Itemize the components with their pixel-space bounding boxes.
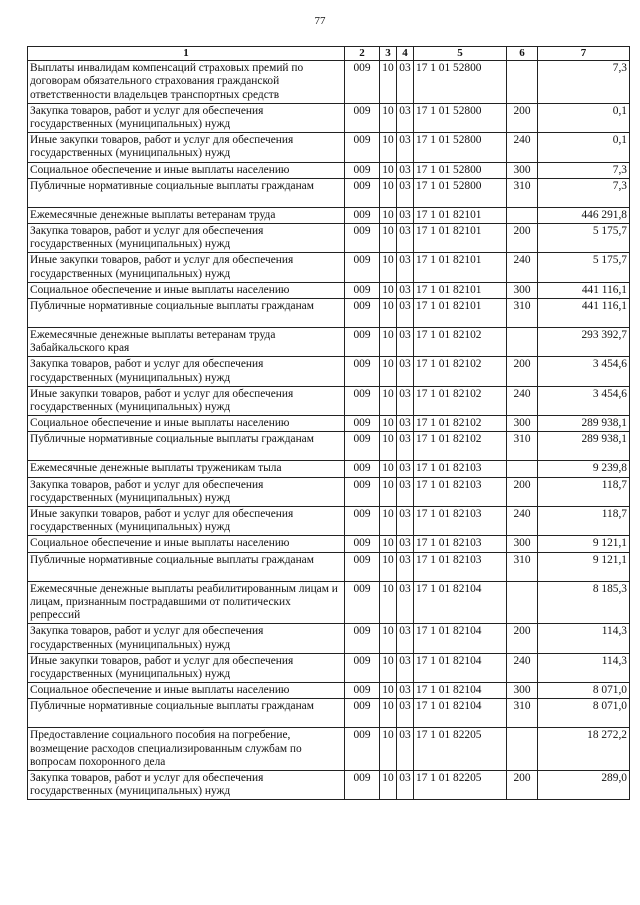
cell-gr: 009 xyxy=(345,162,380,178)
table-row xyxy=(28,299,630,328)
cell-pr: 03 xyxy=(397,282,414,298)
cell-gr: 009 xyxy=(345,507,380,536)
cell-rz: 10 xyxy=(380,432,397,461)
cell-csr: 17 1 01 52800 xyxy=(414,133,507,162)
cell-rz: 10 xyxy=(380,416,397,432)
cell-gr: 009 xyxy=(345,552,380,581)
table-row xyxy=(28,770,630,799)
cell-rz: 10 xyxy=(380,224,397,253)
cell-csr: 17 1 01 52800 xyxy=(414,162,507,178)
cell-name: Социальное обеспечение и иные выплаты населению xyxy=(28,282,345,298)
table-body xyxy=(28,61,630,800)
cell-rz: 10 xyxy=(380,162,397,178)
cell-csr: 17 1 01 82102 xyxy=(414,432,507,461)
cell-sum: 441 116,1 xyxy=(538,299,630,328)
cell-name: Социальное обеспечение и иные выплаты населению xyxy=(28,162,345,178)
cell-pr: 03 xyxy=(397,477,414,506)
table-row xyxy=(28,581,630,624)
cell-rz: 10 xyxy=(380,536,397,552)
cell-vr: 200 xyxy=(507,224,538,253)
cell-vr: 310 xyxy=(507,699,538,728)
cell-vr: 200 xyxy=(507,624,538,653)
cell-csr: 17 1 01 82104 xyxy=(414,653,507,682)
cell-rz: 10 xyxy=(380,552,397,581)
cell-vr: 300 xyxy=(507,683,538,699)
cell-csr: 17 1 01 82103 xyxy=(414,477,507,506)
cell-name: Выплаты инвалидам компенсаций страховых премий по договорам обязательного страхования гражданской ответственности владельцев транспортных средств xyxy=(28,61,345,104)
cell-sum: 7,3 xyxy=(538,178,630,207)
table-row xyxy=(28,552,630,581)
cell-gr: 009 xyxy=(345,683,380,699)
cell-vr: 240 xyxy=(507,507,538,536)
cell-rz: 10 xyxy=(380,683,397,699)
cell-name: Иные закупки товаров, работ и услуг для обеспечения государственных (муниципальных) нужд xyxy=(28,653,345,682)
cell-name: Социальное обеспечение и иные выплаты населению xyxy=(28,536,345,552)
cell-gr: 009 xyxy=(345,103,380,132)
cell-gr: 009 xyxy=(345,207,380,223)
cell-rz: 10 xyxy=(380,328,397,357)
cell-vr xyxy=(507,61,538,104)
cell-sum: 7,3 xyxy=(538,162,630,178)
cell-gr: 009 xyxy=(345,133,380,162)
cell-pr: 03 xyxy=(397,461,414,477)
cell-vr: 200 xyxy=(507,477,538,506)
cell-name: Ежемесячные денежные выплаты ветеранам труда xyxy=(28,207,345,223)
cell-gr: 009 xyxy=(345,653,380,682)
cell-vr: 240 xyxy=(507,253,538,282)
cell-csr: 17 1 01 82103 xyxy=(414,536,507,552)
header-col-6: 6 xyxy=(507,47,538,61)
cell-rz: 10 xyxy=(380,477,397,506)
header-col-3: 3 xyxy=(380,47,397,61)
cell-csr: 17 1 01 52800 xyxy=(414,61,507,104)
table-row xyxy=(28,683,630,699)
cell-csr: 17 1 01 82205 xyxy=(414,770,507,799)
cell-gr: 009 xyxy=(345,770,380,799)
cell-pr: 03 xyxy=(397,299,414,328)
cell-name: Иные закупки товаров, работ и услуг для обеспечения государственных (муниципальных) нужд xyxy=(28,386,345,415)
cell-pr: 03 xyxy=(397,770,414,799)
cell-csr: 17 1 01 52800 xyxy=(414,103,507,132)
table-row xyxy=(28,207,630,223)
cell-sum: 5 175,7 xyxy=(538,253,630,282)
cell-pr: 03 xyxy=(397,224,414,253)
budget-table xyxy=(27,46,630,800)
cell-name: Закупка товаров, работ и услуг для обеспечения государственных (муниципальных) нужд xyxy=(28,624,345,653)
cell-name: Иные закупки товаров, работ и услуг для обеспечения государственных (муниципальных) нужд xyxy=(28,507,345,536)
table-row xyxy=(28,728,630,771)
cell-vr: 240 xyxy=(507,653,538,682)
cell-csr: 17 1 01 82102 xyxy=(414,416,507,432)
table-row xyxy=(28,61,630,104)
table-header xyxy=(28,47,630,61)
cell-pr: 03 xyxy=(397,328,414,357)
cell-name: Иные закупки товаров, работ и услуг для обеспечения государственных (муниципальных) нужд xyxy=(28,253,345,282)
cell-sum: 8 071,0 xyxy=(538,683,630,699)
cell-vr: 310 xyxy=(507,432,538,461)
cell-csr: 17 1 01 82101 xyxy=(414,207,507,223)
cell-gr: 009 xyxy=(345,624,380,653)
cell-vr: 240 xyxy=(507,133,538,162)
cell-rz: 10 xyxy=(380,299,397,328)
cell-vr: 310 xyxy=(507,552,538,581)
cell-vr: 310 xyxy=(507,299,538,328)
cell-pr: 03 xyxy=(397,178,414,207)
cell-csr: 17 1 01 82101 xyxy=(414,253,507,282)
cell-rz: 10 xyxy=(380,357,397,386)
cell-gr: 009 xyxy=(345,581,380,624)
cell-rz: 10 xyxy=(380,178,397,207)
cell-gr: 009 xyxy=(345,61,380,104)
cell-csr: 17 1 01 82104 xyxy=(414,699,507,728)
cell-pr: 03 xyxy=(397,103,414,132)
cell-name: Публичные нормативные социальные выплаты гражданам xyxy=(28,299,345,328)
cell-pr: 03 xyxy=(397,552,414,581)
table-row xyxy=(28,103,630,132)
table-row xyxy=(28,477,630,506)
cell-name: Закупка товаров, работ и услуг для обеспечения государственных (муниципальных) нужд xyxy=(28,103,345,132)
table-row xyxy=(28,461,630,477)
table-row xyxy=(28,224,630,253)
table-row xyxy=(28,282,630,298)
cell-gr: 009 xyxy=(345,477,380,506)
cell-name: Ежемесячные денежные выплаты реабилитированным лицам и лицам, признанным пострадавшими от политических репрессий xyxy=(28,581,345,624)
cell-gr: 009 xyxy=(345,536,380,552)
cell-rz: 10 xyxy=(380,770,397,799)
cell-name: Публичные нормативные социальные выплаты гражданам xyxy=(28,432,345,461)
cell-pr: 03 xyxy=(397,162,414,178)
cell-rz: 10 xyxy=(380,581,397,624)
cell-rz: 10 xyxy=(380,61,397,104)
cell-gr: 009 xyxy=(345,728,380,771)
table-row xyxy=(28,432,630,461)
cell-sum: 8 071,0 xyxy=(538,699,630,728)
cell-pr: 03 xyxy=(397,507,414,536)
cell-sum: 9 121,1 xyxy=(538,536,630,552)
cell-vr: 240 xyxy=(507,386,538,415)
cell-sum: 3 454,6 xyxy=(538,357,630,386)
cell-name: Публичные нормативные социальные выплаты гражданам xyxy=(28,552,345,581)
cell-gr: 009 xyxy=(345,178,380,207)
cell-pr: 03 xyxy=(397,386,414,415)
cell-pr: 03 xyxy=(397,624,414,653)
cell-vr: 300 xyxy=(507,162,538,178)
cell-pr: 03 xyxy=(397,728,414,771)
cell-csr: 17 1 01 82103 xyxy=(414,507,507,536)
cell-gr: 009 xyxy=(345,328,380,357)
cell-gr: 009 xyxy=(345,224,380,253)
cell-csr: 17 1 01 82205 xyxy=(414,728,507,771)
table-row xyxy=(28,133,630,162)
cell-rz: 10 xyxy=(380,133,397,162)
cell-csr: 17 1 01 82104 xyxy=(414,624,507,653)
table-row xyxy=(28,699,630,728)
cell-sum: 293 392,7 xyxy=(538,328,630,357)
cell-csr: 17 1 01 82103 xyxy=(414,461,507,477)
cell-vr: 300 xyxy=(507,536,538,552)
header-col-2: 2 xyxy=(345,47,380,61)
table-row xyxy=(28,357,630,386)
cell-sum: 0,1 xyxy=(538,103,630,132)
cell-pr: 03 xyxy=(397,253,414,282)
cell-name: Социальное обеспечение и иные выплаты населению xyxy=(28,683,345,699)
cell-sum: 446 291,8 xyxy=(538,207,630,223)
table-row xyxy=(28,507,630,536)
cell-pr: 03 xyxy=(397,416,414,432)
page-number: 77 xyxy=(314,15,326,27)
cell-name: Социальное обеспечение и иные выплаты населению xyxy=(28,416,345,432)
table-row xyxy=(28,328,630,357)
cell-pr: 03 xyxy=(397,357,414,386)
cell-name: Публичные нормативные социальные выплаты гражданам xyxy=(28,178,345,207)
table-row xyxy=(28,653,630,682)
cell-pr: 03 xyxy=(397,61,414,104)
cell-pr: 03 xyxy=(397,207,414,223)
cell-pr: 03 xyxy=(397,536,414,552)
cell-csr: 17 1 01 82101 xyxy=(414,282,507,298)
header-col-7: 7 xyxy=(538,47,630,61)
cell-vr xyxy=(507,207,538,223)
cell-name: Иные закупки товаров, работ и услуг для обеспечения государственных (муниципальных) нужд xyxy=(28,133,345,162)
cell-sum: 18 272,2 xyxy=(538,728,630,771)
cell-sum: 289 938,1 xyxy=(538,416,630,432)
cell-sum: 8 185,3 xyxy=(538,581,630,624)
cell-gr: 009 xyxy=(345,432,380,461)
cell-vr xyxy=(507,728,538,771)
cell-name: Публичные нормативные социальные выплаты гражданам xyxy=(28,699,345,728)
cell-name: Предоставление социального пособия на погребение, возмещение расходов специализированным службам по вопросам похоронного дела xyxy=(28,728,345,771)
cell-sum: 114,3 xyxy=(538,653,630,682)
cell-rz: 10 xyxy=(380,282,397,298)
cell-name: Закупка товаров, работ и услуг для обеспечения государственных (муниципальных) нужд xyxy=(28,357,345,386)
cell-vr: 300 xyxy=(507,416,538,432)
cell-pr: 03 xyxy=(397,653,414,682)
cell-rz: 10 xyxy=(380,653,397,682)
cell-sum: 9 121,1 xyxy=(538,552,630,581)
table-row xyxy=(28,416,630,432)
cell-csr: 17 1 01 82102 xyxy=(414,328,507,357)
cell-gr: 009 xyxy=(345,299,380,328)
cell-gr: 009 xyxy=(345,386,380,415)
cell-name: Закупка товаров, работ и услуг для обеспечения государственных (муниципальных) нужд xyxy=(28,224,345,253)
header-row xyxy=(28,47,630,61)
cell-name: Ежемесячные денежные выплаты ветеранам труда Забайкальского края xyxy=(28,328,345,357)
cell-rz: 10 xyxy=(380,699,397,728)
cell-sum: 5 175,7 xyxy=(538,224,630,253)
cell-sum: 289,0 xyxy=(538,770,630,799)
cell-name: Ежемесячные денежные выплаты труженикам тыла xyxy=(28,461,345,477)
cell-rz: 10 xyxy=(380,207,397,223)
cell-vr: 200 xyxy=(507,357,538,386)
cell-sum: 3 454,6 xyxy=(538,386,630,415)
cell-sum: 118,7 xyxy=(538,477,630,506)
table-row xyxy=(28,624,630,653)
cell-rz: 10 xyxy=(380,728,397,771)
cell-vr xyxy=(507,461,538,477)
table-row xyxy=(28,536,630,552)
cell-csr: 17 1 01 82104 xyxy=(414,581,507,624)
cell-gr: 009 xyxy=(345,699,380,728)
cell-rz: 10 xyxy=(380,507,397,536)
header-col-5: 5 xyxy=(414,47,507,61)
cell-gr: 009 xyxy=(345,416,380,432)
cell-gr: 009 xyxy=(345,282,380,298)
table-row xyxy=(28,253,630,282)
cell-csr: 17 1 01 82104 xyxy=(414,683,507,699)
cell-name: Закупка товаров, работ и услуг для обеспечения государственных (муниципальных) нужд xyxy=(28,477,345,506)
cell-sum: 118,7 xyxy=(538,507,630,536)
cell-csr: 17 1 01 82102 xyxy=(414,386,507,415)
cell-gr: 009 xyxy=(345,253,380,282)
cell-sum: 0,1 xyxy=(538,133,630,162)
cell-sum: 7,3 xyxy=(538,61,630,104)
cell-pr: 03 xyxy=(397,683,414,699)
cell-vr: 200 xyxy=(507,770,538,799)
cell-rz: 10 xyxy=(380,253,397,282)
cell-csr: 17 1 01 82101 xyxy=(414,299,507,328)
cell-vr: 300 xyxy=(507,282,538,298)
cell-sum: 289 938,1 xyxy=(538,432,630,461)
cell-sum: 114,3 xyxy=(538,624,630,653)
table-row xyxy=(28,386,630,415)
cell-sum: 441 116,1 xyxy=(538,282,630,298)
header-col-1: 1 xyxy=(28,47,345,61)
cell-pr: 03 xyxy=(397,581,414,624)
cell-csr: 17 1 01 82103 xyxy=(414,552,507,581)
cell-name: Закупка товаров, работ и услуг для обеспечения государственных (муниципальных) нужд xyxy=(28,770,345,799)
cell-gr: 009 xyxy=(345,461,380,477)
cell-vr xyxy=(507,328,538,357)
cell-csr: 17 1 01 82102 xyxy=(414,357,507,386)
cell-pr: 03 xyxy=(397,432,414,461)
cell-rz: 10 xyxy=(380,624,397,653)
cell-vr: 310 xyxy=(507,178,538,207)
cell-gr: 009 xyxy=(345,357,380,386)
cell-rz: 10 xyxy=(380,386,397,415)
cell-csr: 17 1 01 52800 xyxy=(414,178,507,207)
table-row xyxy=(28,162,630,178)
cell-sum: 9 239,8 xyxy=(538,461,630,477)
cell-rz: 10 xyxy=(380,103,397,132)
cell-pr: 03 xyxy=(397,133,414,162)
cell-vr xyxy=(507,581,538,624)
header-col-4: 4 xyxy=(397,47,414,61)
cell-rz: 10 xyxy=(380,461,397,477)
cell-vr: 200 xyxy=(507,103,538,132)
cell-csr: 17 1 01 82101 xyxy=(414,224,507,253)
table-row xyxy=(28,178,630,207)
cell-pr: 03 xyxy=(397,699,414,728)
